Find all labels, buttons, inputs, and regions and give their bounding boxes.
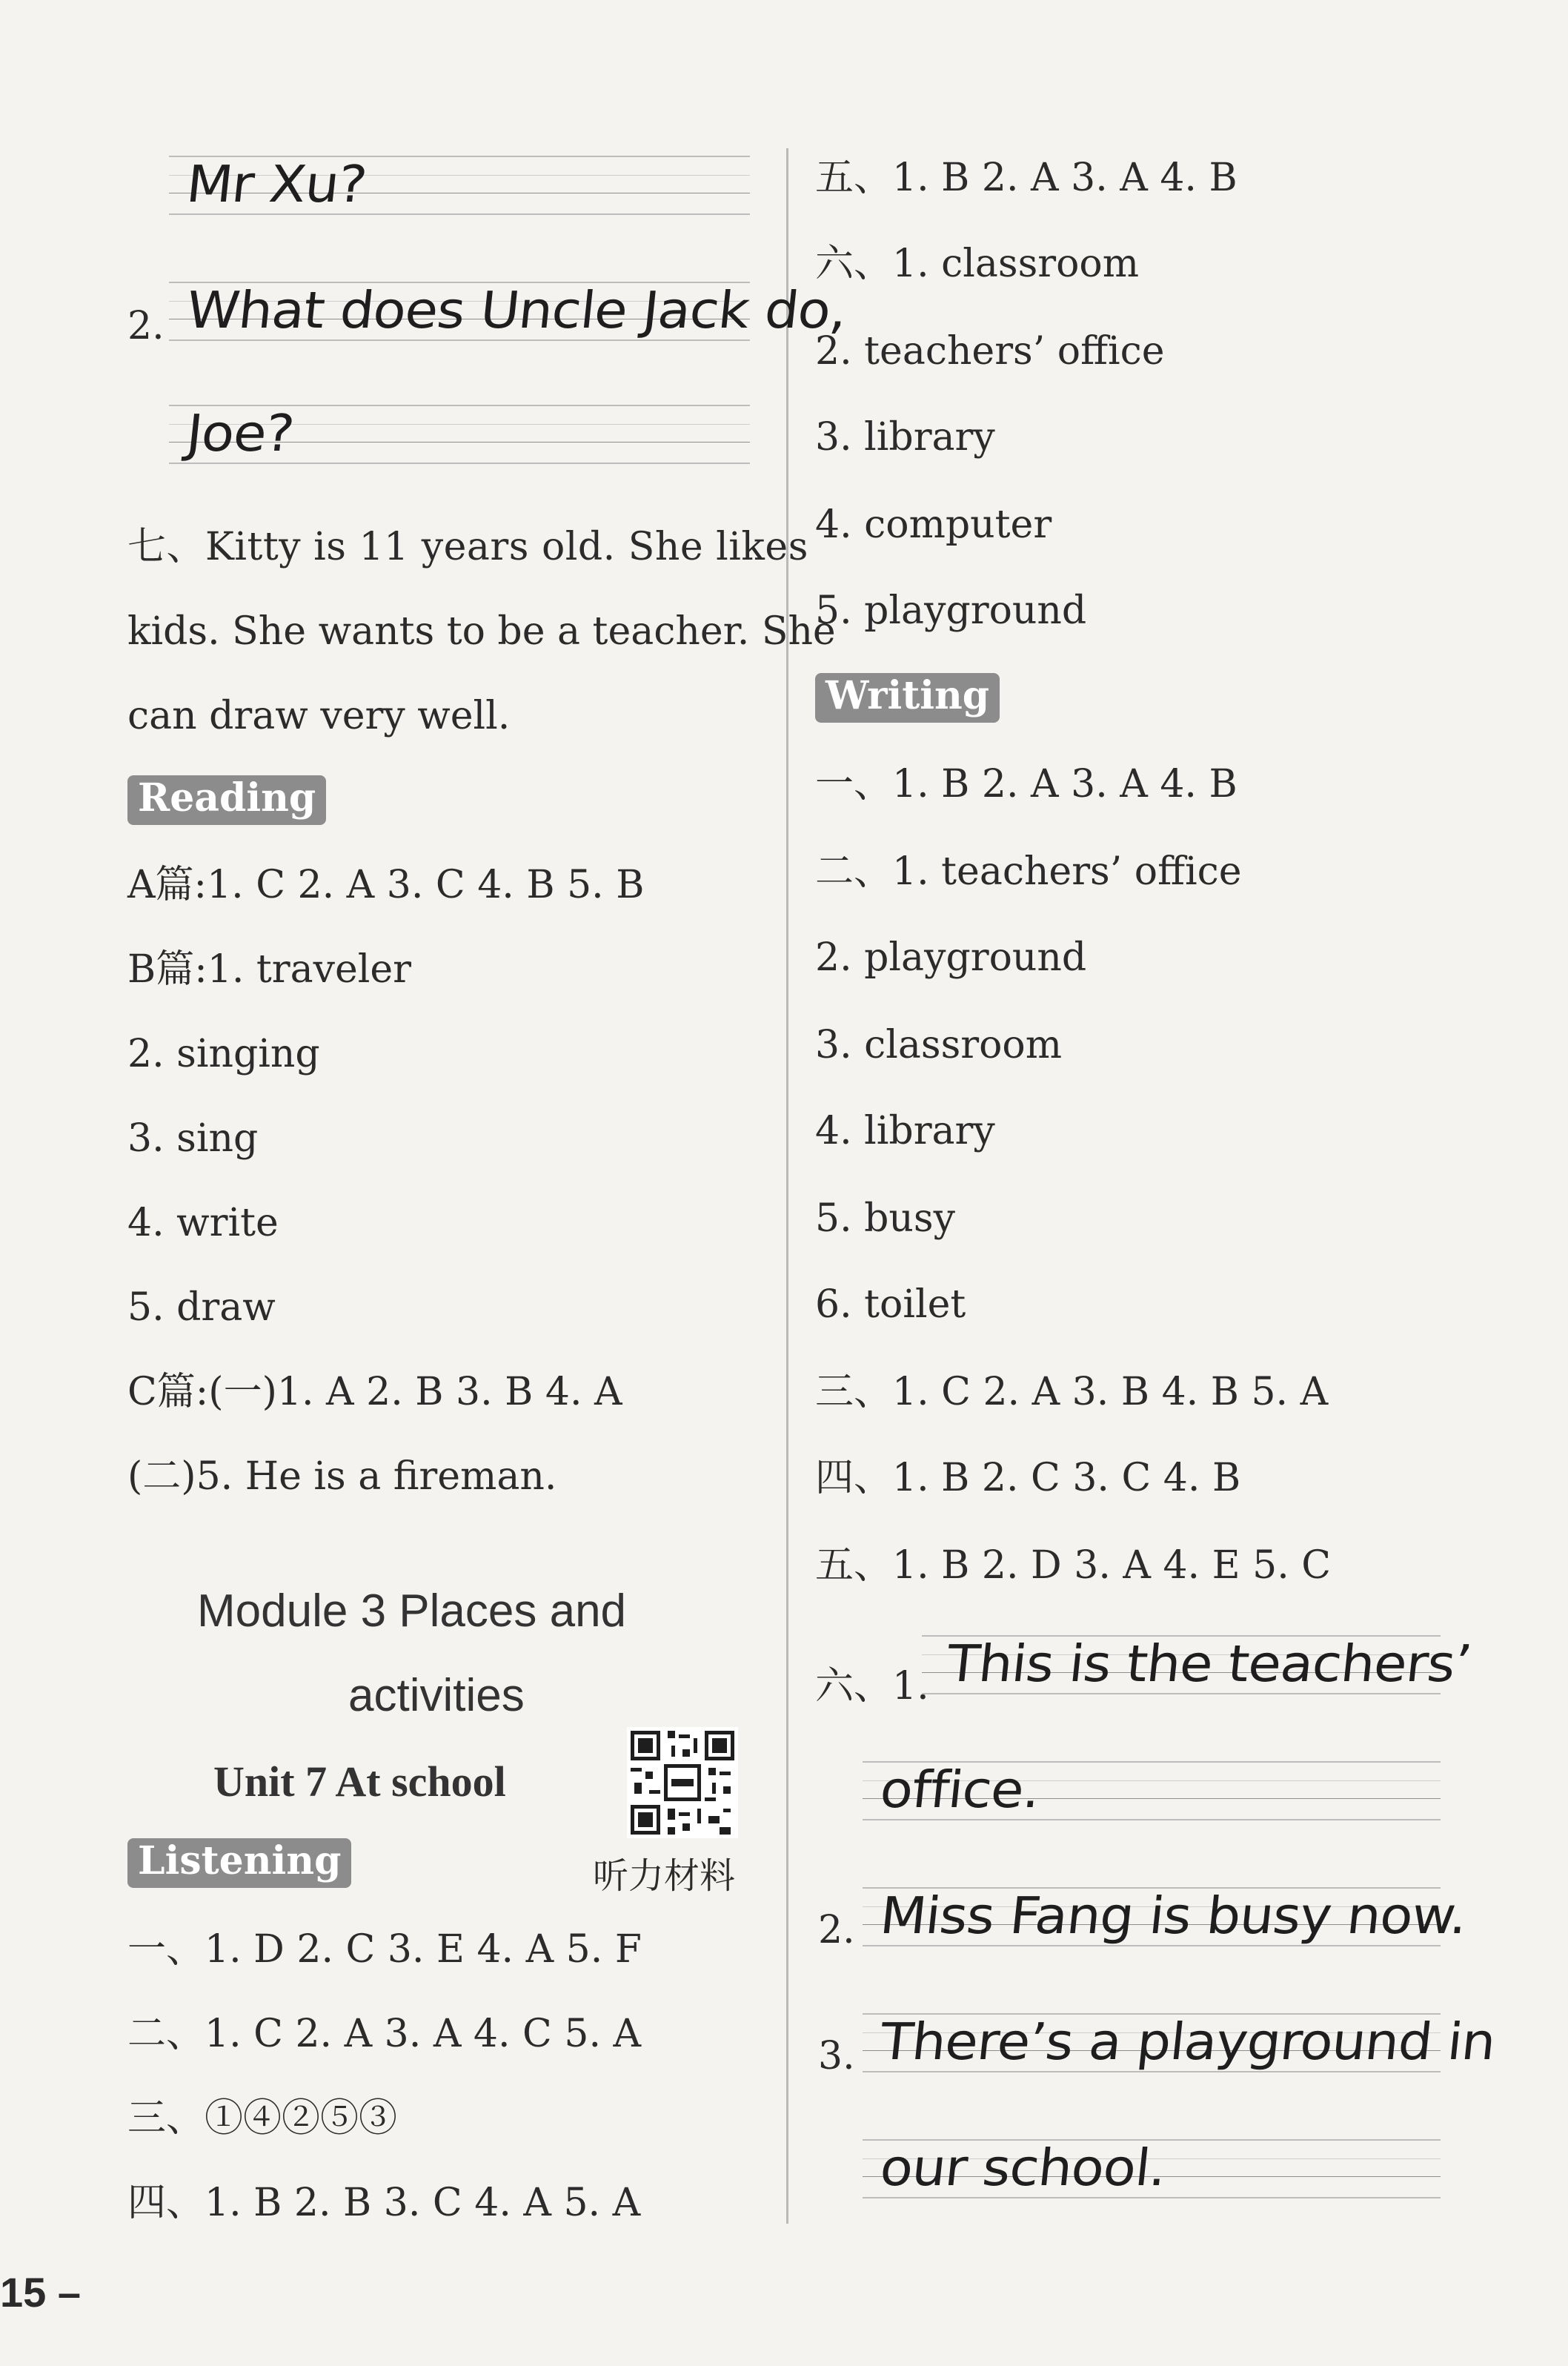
answer-line: B篇:1. traveler	[127, 947, 412, 992]
answer-line: 5. draw	[127, 1285, 276, 1330]
question-number: 2.	[818, 1908, 855, 1952]
column-divider	[786, 148, 788, 2224]
answer-line: A篇:1. C 2. A 3. C 4. B 5. B	[127, 863, 645, 907]
answer-line: 二、1. teachers’ office	[815, 849, 1242, 894]
handwriting-answer-1	[169, 148, 750, 222]
question-number: 3.	[818, 2034, 855, 2078]
handwriting-text: There’s a playground in	[877, 2012, 1498, 2071]
handwriting-answer-6-3	[863, 2006, 1498, 2206]
handwriting-row	[169, 397, 750, 471]
answer-line: C篇:(一)1. A 2. B 3. B 4. A	[127, 1370, 622, 1414]
handwriting-answer-6-1-continued	[863, 1754, 1441, 1828]
answer-line: 2. teachers’ office	[815, 329, 1165, 374]
question-7-line-1: 七、Kitty is 11 years old. She likes	[127, 525, 808, 569]
handwriting-row	[169, 274, 850, 348]
answer-line: 一、1. B 2. A 3. A 4. B	[815, 762, 1238, 806]
answer-line: 4. write	[127, 1201, 279, 1245]
answer-line: 二、1. C 2. A 3. A 4. C 5. A	[127, 2012, 642, 2056]
handwriting-answer-6-1	[922, 1628, 1475, 1702]
answer-line: 六、1. classroom	[815, 242, 1140, 286]
unit-title: Unit 7 At school	[213, 1757, 506, 1806]
qr-code-icon	[627, 1727, 738, 1838]
answer-line: 5. busy	[815, 1196, 955, 1241]
handwriting-row	[863, 2132, 1441, 2206]
answer-line: 三、1. C 2. A 3. B 4. B 5. A	[815, 1370, 1329, 1414]
question-number: 2.	[127, 304, 165, 348]
question-7-line-3: can draw very well.	[127, 694, 511, 738]
handwriting-text: This is the teachers’	[944, 1634, 1475, 1693]
handwriting-answer-2	[169, 274, 850, 471]
listening-badge: Listening	[127, 1838, 351, 1888]
answer-line: 2. singing	[127, 1032, 320, 1076]
page-number: 15 –	[0, 2269, 81, 2316]
answer-line: 五、1. B 2. A 3. A 4. B	[815, 156, 1238, 200]
handwriting-row	[863, 2006, 1498, 2080]
answer-line: 2. playground	[815, 935, 1087, 980]
handwriting-row	[863, 1880, 1470, 1954]
handwriting-text: Joe?	[184, 403, 297, 463]
answer-line: 4. library	[815, 1109, 995, 1153]
answer-line: 一、1. D 2. C 3. E 4. A 5. F	[127, 1927, 642, 1972]
qr-caption: 听力材料	[593, 1855, 736, 1897]
handwriting-text: office.	[877, 1760, 1043, 1819]
handwriting-row	[922, 1628, 1475, 1702]
handwriting-text: Miss Fang is busy now.	[877, 1886, 1470, 1945]
handwriting-row	[169, 148, 750, 222]
answer-line: 三、①④②⑤③	[127, 2096, 398, 2141]
answer-line: 四、1. B 2. B 3. C 4. A 5. A	[127, 2181, 641, 2225]
reading-badge: Reading	[127, 775, 326, 825]
answer-line: 3. classroom	[815, 1023, 1063, 1067]
handwriting-text: What does Uncle Jack do,	[184, 280, 850, 339]
answer-line: 五、1. B 2. D 3. A 4. E 5. C	[815, 1543, 1332, 1588]
answer-line: 6. toilet	[815, 1282, 966, 1327]
question-6-label: 六、1.	[815, 1664, 929, 1709]
module-title: Module 3 Places and	[197, 1585, 627, 1637]
handwriting-row	[863, 1754, 1441, 1828]
answer-line: 3. library	[815, 415, 995, 460]
handwriting-answer-6-2	[863, 1880, 1470, 1954]
answer-line: (二)5. He is a fireman.	[127, 1454, 557, 1499]
answer-line: 四、1. B 2. C 3. C 4. B	[815, 1456, 1241, 1500]
answer-line: 3. sing	[127, 1116, 259, 1161]
module-title-continued: activities	[348, 1670, 525, 1721]
answer-line: 4. computer	[815, 503, 1052, 547]
writing-badge: Writing	[815, 673, 1000, 723]
handwriting-text: Mr Xu?	[184, 154, 370, 213]
question-7-line-2: kids. She wants to be a teacher. She	[127, 609, 836, 654]
handwriting-text: our school.	[877, 2138, 1169, 2197]
answer-line: 5. playground	[815, 589, 1087, 633]
